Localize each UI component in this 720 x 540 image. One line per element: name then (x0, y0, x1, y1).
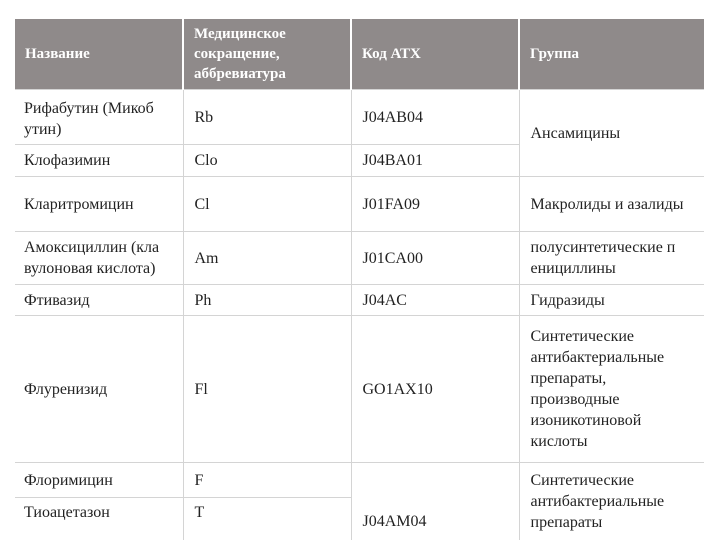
cell-abbreviation: T (183, 498, 351, 540)
header-name: Название (15, 19, 183, 90)
cell-atc-code: J04BA01 (351, 145, 519, 177)
cell-abbreviation: Rb (183, 90, 351, 145)
cell-abbreviation: Fl (183, 316, 351, 463)
cell-atc-code: GO1AX10 (351, 316, 519, 463)
cell-abbreviation: Ph (183, 285, 351, 316)
cell-atc-code: J01CA00 (351, 232, 519, 285)
cell-atc-code: J04AB04 (351, 90, 519, 145)
cell-group: Макролиды и азалиды (519, 177, 704, 232)
cell-atc-code: J04AC (351, 285, 519, 316)
cell-name: Клофазимин (15, 145, 183, 177)
cell-name: Флоримицин (15, 463, 183, 498)
cell-abbreviation: F (183, 463, 351, 498)
header-row (15, 19, 704, 90)
cell-group: Ансамицины (519, 90, 704, 177)
table-row (15, 177, 704, 232)
header-atc-code: Код АТХ (351, 19, 519, 90)
cell-group: Гидразиды (519, 285, 704, 316)
table-row (15, 285, 704, 316)
cell-name: Фтивазид (15, 285, 183, 316)
cell-group: Синтетические антибактериальные препараты (519, 463, 704, 540)
table-row (15, 232, 704, 285)
cell-name: Кларитромицин (15, 177, 183, 232)
header-abbreviation: Медицинское сокращение, аббревиатура (183, 19, 351, 90)
cell-group: полусинтетические п енициллины (519, 232, 704, 285)
table-row (15, 463, 704, 498)
cell-name: Тиоацетазон (15, 498, 183, 540)
header-group: Группа (519, 19, 704, 90)
cell-name: Амоксициллин (кла вулоновая кислота) (15, 232, 183, 285)
table-row (15, 316, 704, 463)
drug-table (15, 19, 704, 540)
cell-name: Рифабутин (Микоб утин) (15, 90, 183, 145)
cell-name: Флуренизид (15, 316, 183, 463)
cell-abbreviation: Cl (183, 177, 351, 232)
cell-atc-code: J04AM04 (351, 463, 519, 540)
cell-atc-code: J01FA09 (351, 177, 519, 232)
cell-abbreviation: Am (183, 232, 351, 285)
cell-group: Синтетические антибактериальные препараты, производные изоникотиновой кислоты (519, 316, 704, 463)
table-row (15, 90, 704, 145)
cell-abbreviation: Clo (183, 145, 351, 177)
